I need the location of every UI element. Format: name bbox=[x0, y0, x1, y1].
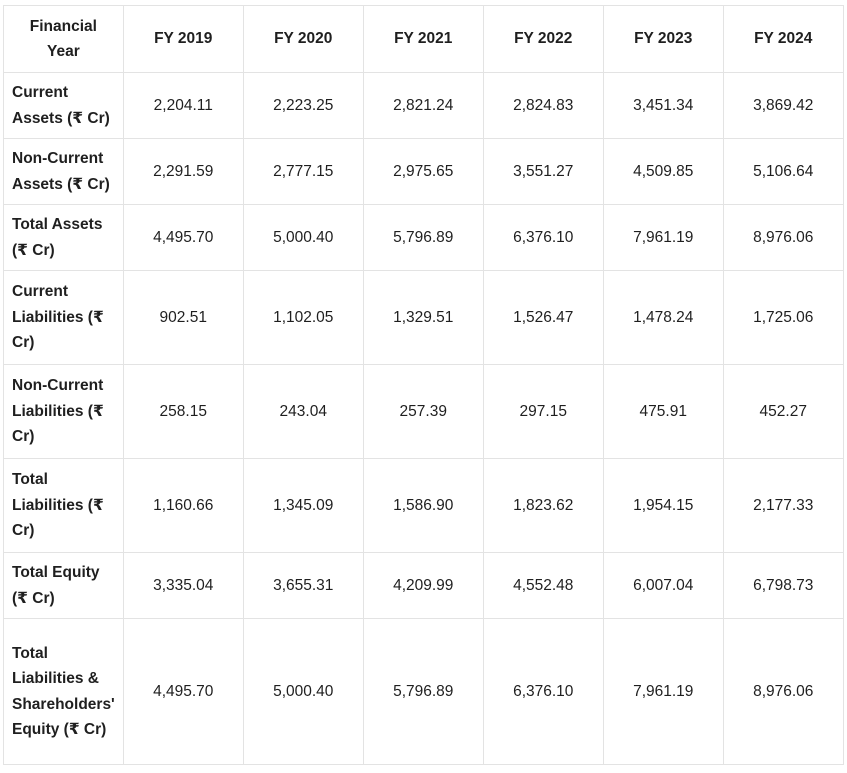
table-cell: 1,586.90 bbox=[363, 459, 483, 553]
row-label: Non-Current Liabilities (₹ Cr) bbox=[4, 365, 124, 459]
table-row bbox=[4, 271, 844, 365]
table-cell: 6,376.10 bbox=[483, 619, 603, 765]
financial-table bbox=[3, 5, 844, 765]
table-cell: 258.15 bbox=[123, 365, 243, 459]
table-cell: 1,954.15 bbox=[603, 459, 723, 553]
table-cell: 2,975.65 bbox=[363, 139, 483, 205]
table-cell: 1,478.24 bbox=[603, 271, 723, 365]
table-cell: 2,291.59 bbox=[123, 139, 243, 205]
table-cell: 3,655.31 bbox=[243, 553, 363, 619]
table-cell: 902.51 bbox=[123, 271, 243, 365]
row-label: Total Liabilities (₹ Cr) bbox=[4, 459, 124, 553]
table-cell: 2,824.83 bbox=[483, 73, 603, 139]
table-cell: 1,160.66 bbox=[123, 459, 243, 553]
table-cell: 6,798.73 bbox=[723, 553, 843, 619]
row-label: Non-Current Assets (₹ Cr) bbox=[4, 139, 124, 205]
table-cell: 1,329.51 bbox=[363, 271, 483, 365]
row-label: Current Liabilities (₹ Cr) bbox=[4, 271, 124, 365]
table-cell: 3,335.04 bbox=[123, 553, 243, 619]
table-cell: 475.91 bbox=[603, 365, 723, 459]
table-cell: 5,000.40 bbox=[243, 619, 363, 765]
table-row bbox=[4, 205, 844, 271]
table-cell: 1,823.62 bbox=[483, 459, 603, 553]
table-cell: 5,106.64 bbox=[723, 139, 843, 205]
table-cell: 6,007.04 bbox=[603, 553, 723, 619]
table-row bbox=[4, 553, 844, 619]
table-cell: 8,976.06 bbox=[723, 205, 843, 271]
table-cell: 3,551.27 bbox=[483, 139, 603, 205]
table-cell: 4,495.70 bbox=[123, 619, 243, 765]
table-cell: 2,821.24 bbox=[363, 73, 483, 139]
table-body bbox=[4, 73, 844, 765]
table-header bbox=[4, 6, 844, 73]
table-cell: 452.27 bbox=[723, 365, 843, 459]
table-cell: 1,725.06 bbox=[723, 271, 843, 365]
row-label: Total Equity (₹ Cr) bbox=[4, 553, 124, 619]
table-row bbox=[4, 73, 844, 139]
table-cell: 3,869.42 bbox=[723, 73, 843, 139]
header-fy-2024: FY 2024 bbox=[723, 6, 843, 73]
table-cell: 5,796.89 bbox=[363, 619, 483, 765]
table-cell: 8,976.06 bbox=[723, 619, 843, 765]
table-row bbox=[4, 365, 844, 459]
row-label: Total Assets (₹ Cr) bbox=[4, 205, 124, 271]
table-cell: 1,345.09 bbox=[243, 459, 363, 553]
table-cell: 5,796.89 bbox=[363, 205, 483, 271]
header-fy-2023: FY 2023 bbox=[603, 6, 723, 73]
header-financial-year: Financial Year bbox=[4, 6, 124, 73]
row-label: Current Assets (₹ Cr) bbox=[4, 73, 124, 139]
table-row bbox=[4, 139, 844, 205]
table-cell: 2,177.33 bbox=[723, 459, 843, 553]
table-cell: 3,451.34 bbox=[603, 73, 723, 139]
header-fy-2019: FY 2019 bbox=[123, 6, 243, 73]
table-cell: 4,495.70 bbox=[123, 205, 243, 271]
table-cell: 257.39 bbox=[363, 365, 483, 459]
header-fy-2021: FY 2021 bbox=[363, 6, 483, 73]
header-fy-2022: FY 2022 bbox=[483, 6, 603, 73]
table-cell: 2,223.25 bbox=[243, 73, 363, 139]
table-cell: 2,204.11 bbox=[123, 73, 243, 139]
table-cell: 5,000.40 bbox=[243, 205, 363, 271]
table-row bbox=[4, 619, 844, 765]
table-cell: 7,961.19 bbox=[603, 205, 723, 271]
table-cell: 2,777.15 bbox=[243, 139, 363, 205]
table-cell: 7,961.19 bbox=[603, 619, 723, 765]
table-cell: 1,526.47 bbox=[483, 271, 603, 365]
header-row bbox=[4, 6, 844, 73]
table-cell: 4,509.85 bbox=[603, 139, 723, 205]
table-cell: 1,102.05 bbox=[243, 271, 363, 365]
table-cell: 6,376.10 bbox=[483, 205, 603, 271]
table-cell: 297.15 bbox=[483, 365, 603, 459]
table-cell: 4,552.48 bbox=[483, 553, 603, 619]
header-fy-2020: FY 2020 bbox=[243, 6, 363, 73]
table-cell: 4,209.99 bbox=[363, 553, 483, 619]
table-cell: 243.04 bbox=[243, 365, 363, 459]
row-label: Total Liabilities & Shareholders' Equity (₹ Cr) bbox=[4, 619, 124, 765]
table-row bbox=[4, 459, 844, 553]
